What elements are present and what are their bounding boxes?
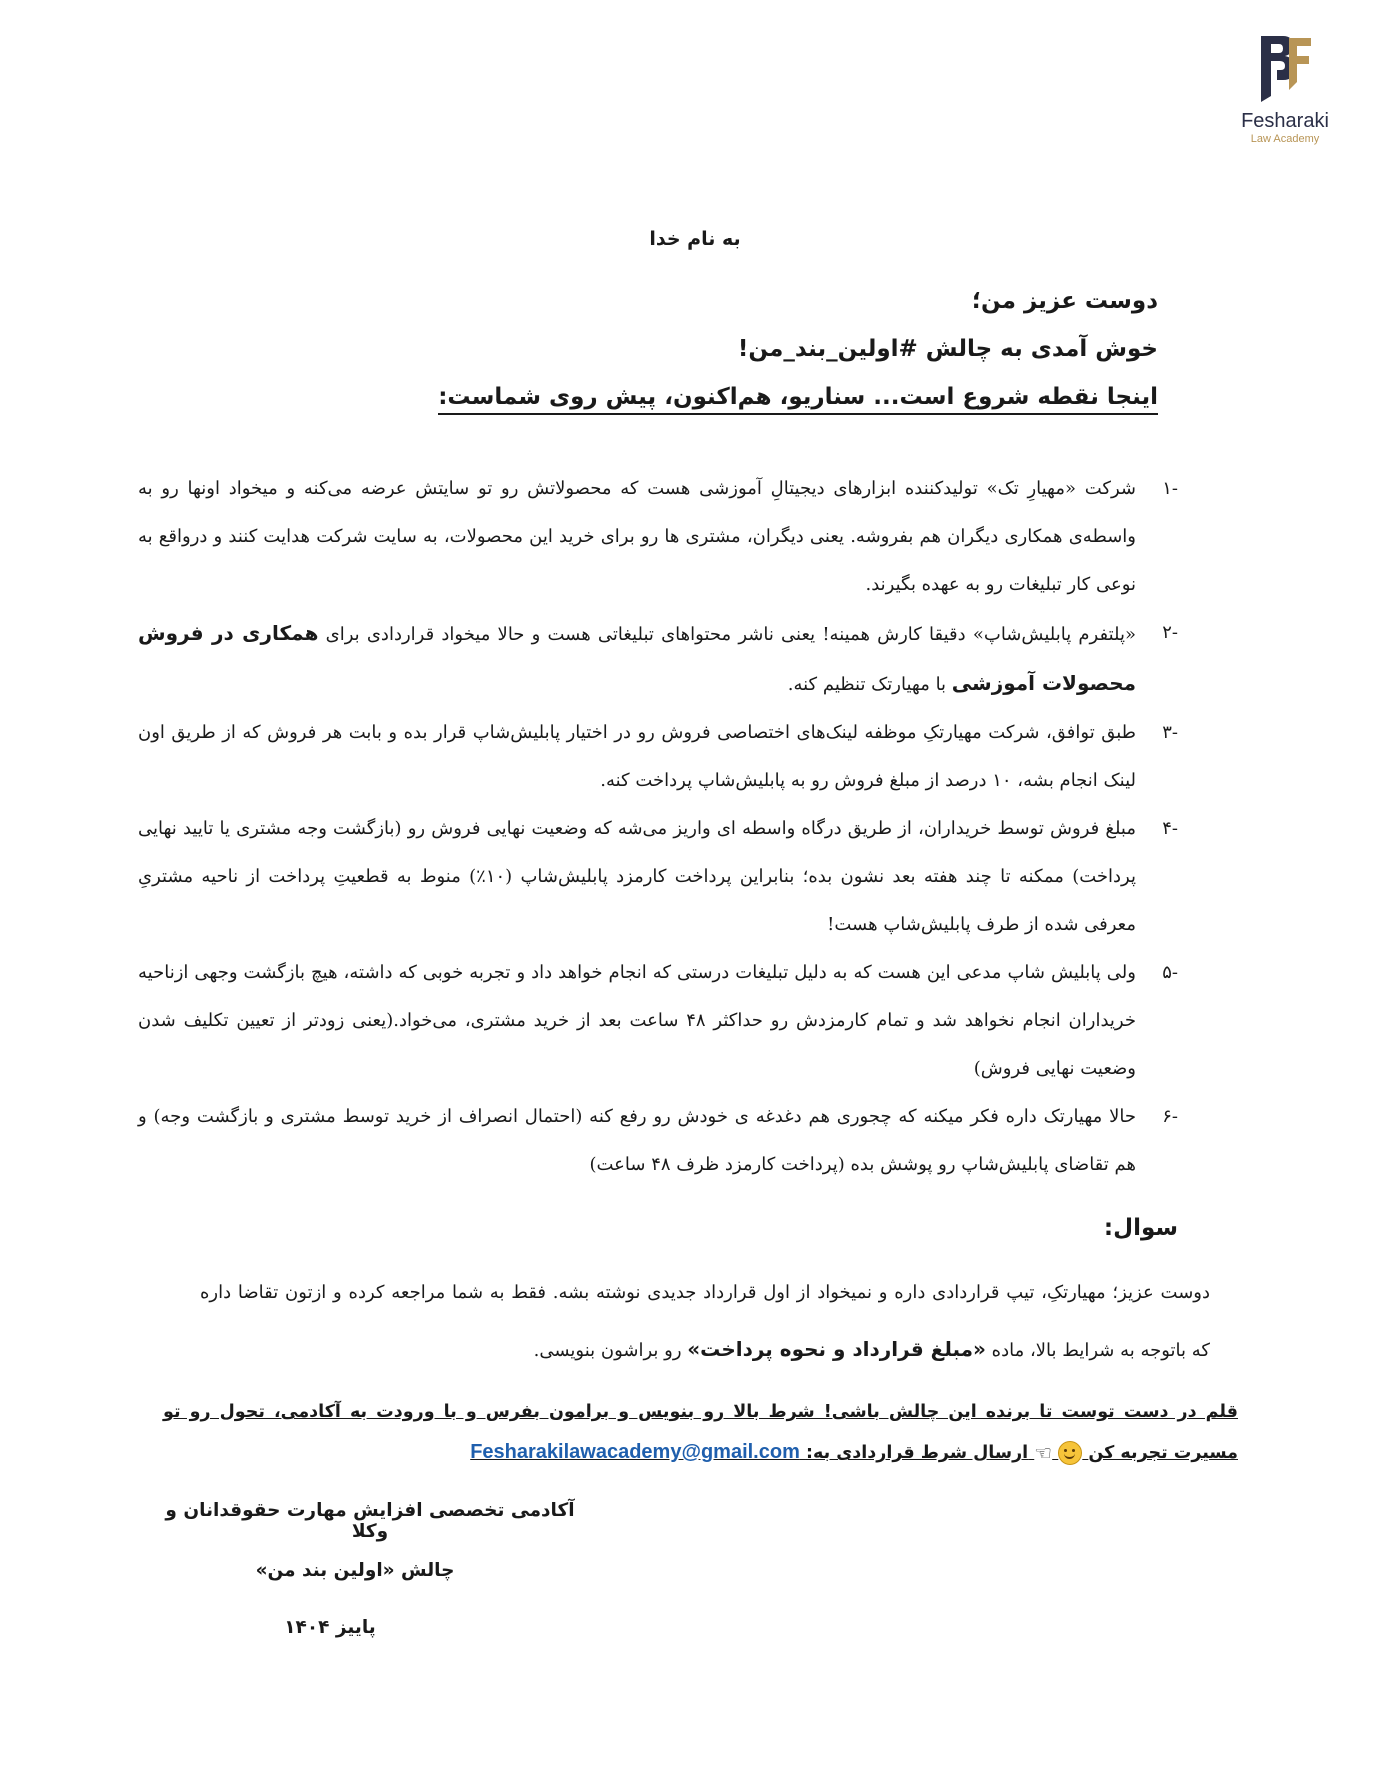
item-text: ولی پابلیش شاپ مدعی این هست که به دلیل تبلیغات درستی که انجام خواهد داد و تجربه خوبی که داشته، هیچ بازگشت وجهی ازناحیه خریداران انجام نخواهد شد و تمام کارمزدش رو حداکثر ۴۸ ساعت بعد از خرید مشتری، می‌خواد.(یعنی زودتر از تعیین تکلیف شدن وضعیت نهایی فروش) (138, 962, 1136, 1079)
item-number: -۵ (1162, 962, 1178, 983)
list-item (138, 1093, 1178, 1189)
item-text: مبلغ فروش توسط خریداران، از طریق درگاه واسطه ای واریز می‌شه که وضعیت نهایی فروش رو (بازگشت وجه مشتری یا تایید نهایی پرداخت) ممکنه تا چند هفته بعد نشون بده؛ بنابراین پرداخت کارمزد پابلیش‌شاپ (۱۰٪) منوط به قطعیتِ پرداخت از ناحیه مشتریِ معرفی شده از طرف پابلیش‌شاپ هست! (138, 818, 1136, 935)
item-text: طبق توافق، شرکت مهیارتکِ موظفه لینک‌های اختصاصی فروش رو در اختیار پابلیش‌شاپ قرار بده و بابت هر فروش که از طریق اون لینک انجام بشه، ۱۰ درصد از مبلغ فروش رو به پابلیش‌شاپ پرداخت کنه. (138, 722, 1136, 791)
question-body: دوست عزیز؛ مهیارتکِ، تیپ قراردادی داره و نمیخواد از اول قرارداد جدیدی نوشته بشه. فقط به شما مراجعه کرده و ازتون تقاضا داره که باتوجه به شرایط بالا، ماده «مبلغ قرارداد و نحوه پرداخت» رو براشون بنویسی. (200, 1282, 1210, 1361)
scenario-heading-text: اینجا نقطه شروع است... سناریو، هم‌اکنون، پیش روی شماست: (438, 384, 1158, 415)
list-item (138, 609, 1178, 709)
item-number: -۲ (1162, 622, 1178, 643)
item-text: «پلتفرم پابلیش‌شاپ» دقیقا کارش همینه! یعنی ناشر محتواهای تبلیغاتی هست و حالا میخواد قراردادی برای همکاری در فروش محصولات آموزشی با مهیارتک تنظیم کنه. (138, 621, 1137, 695)
question-title: سوال: (1103, 1215, 1178, 1241)
item-number: -۳ (1162, 722, 1178, 743)
academy-signature: آکادمی تخصصی افزایش مهارت حقوقدانان و وکلا (165, 1500, 575, 1542)
scenario-list (138, 465, 1178, 1189)
item-text: حالا مهیارتک داره فکر میکنه که چجوری هم دغدغه ی خودش رو رفع کنه (احتمال انصراف از خرید توسط مشتری و بازگشت وجه) و هم تقاضای پابلیش‌شاپ رو پوشش بده (پرداخت کارمزد ظرف ۴۸ ساعت) (138, 1106, 1136, 1175)
item-number: -۶ (1162, 1106, 1178, 1127)
question-bold-text: «مبلغ قرارداد و نحوه پرداخت» (687, 1337, 986, 1361)
logo-name: Fesharaki (1241, 110, 1329, 132)
logo-subtitle: Law Academy (1250, 133, 1320, 145)
item-number: -۴ (1162, 818, 1178, 839)
scenario-heading (258, 384, 1158, 410)
email-link[interactable]: Fesharakilawacademy@gmail.com (470, 1441, 800, 1463)
smiling-face-icon (1058, 1441, 1082, 1465)
send-label: ارسال شرط قراردادی به: (805, 1443, 1029, 1463)
item-number: -۱ (1162, 478, 1178, 499)
logo (1225, 30, 1345, 160)
list-item (138, 709, 1178, 805)
item-bold-text: همکاری در فروش محصولات آموزشی (138, 621, 1136, 695)
welcome-heading: خوش آمدی به چالش #اولین_بند_من! (737, 336, 1158, 362)
basmala: به نام خدا (649, 228, 741, 250)
list-item (138, 805, 1178, 949)
fesharaki-logo-icon (1255, 30, 1315, 108)
call-to-action (163, 1392, 1238, 1473)
list-item (138, 465, 1178, 609)
greeting-heading: دوست عزیز من؛ (971, 288, 1158, 314)
list-item (138, 949, 1178, 1093)
cta-text: قلم در دست توست تا برنده این چالش باشی! شرط بالا رو بنویس و برامون بفرس و با ورودت به آکادمی، تحول رو تو مسیرت تجربه کن (163, 1402, 1238, 1463)
challenge-name: چالش «اولین بند من» (255, 1560, 455, 1581)
item-text: شرکت «مهیارِ تک» تولیدکننده ابزارهای دیجیتالِ آموزشی هست که محصولاتش رو تو سایتش عرضه می‌کنه و میخواد اونها رو به واسطه‌ی همکاری دیگران هم بفروشه. یعنی دیگران، مشتری ها رو برای خرید این محصولات، به سایت شرکت هدایت کنند و درواقع به نوعی کار تبلیغات رو به عهده بگیرند. (138, 478, 1136, 595)
pointing-hand-icon: ☜ (1034, 1441, 1053, 1465)
season-date: پاییز ۱۴۰۴ (284, 1617, 376, 1638)
